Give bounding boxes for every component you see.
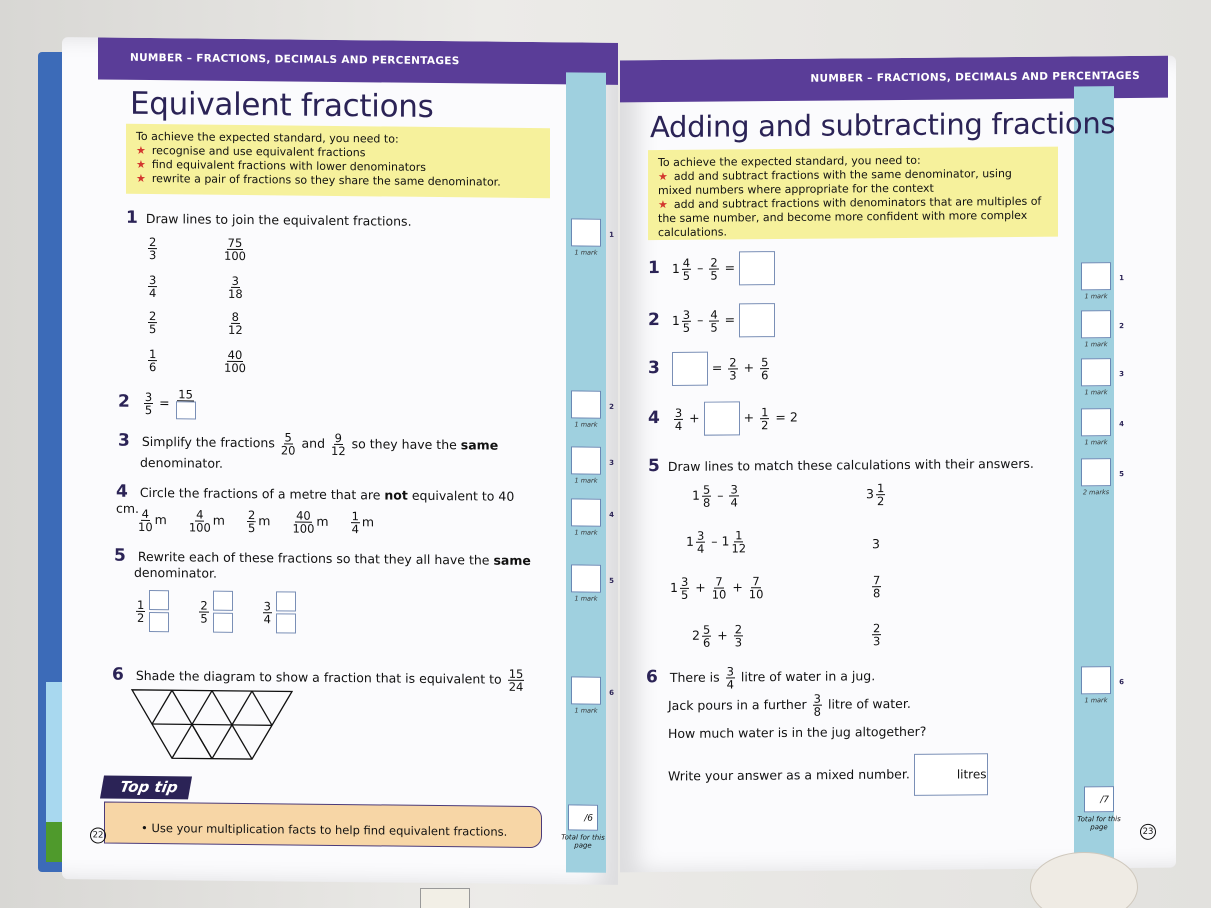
question-4: 4 Circle the fractions of a metre that are not equivalent to 40 cm.	[116, 481, 515, 516]
fraction[interactable]: $\frac{3}{4}$	[149, 272, 157, 301]
option[interactable]: $\frac{4}{10}$ m	[138, 506, 167, 535]
mark-input[interactable]	[1081, 408, 1111, 436]
fraction[interactable]: $\frac{2}{3}$	[149, 234, 157, 263]
mark-box: 1 mark 4	[566, 498, 606, 536]
mark-input[interactable]	[571, 498, 601, 526]
q5-fractions: $\frac{1}{2}$ $\frac{2}{5}$ $\frac{3}{4}$	[134, 590, 354, 634]
q4-options	[136, 508, 476, 537]
question-6: 6 Shade the diagram to show a fraction that is equivalent to $\frac{15}{24}$	[112, 664, 524, 694]
page-total: /7 Total for this page	[1076, 786, 1122, 831]
question-6: 6 There is $\frac{3}{4}$ litre of water in a jug.	[646, 664, 876, 692]
question-2: 2 $\frac{3}{5}$ = 15	[118, 388, 198, 420]
star-icon: ★	[658, 198, 668, 212]
fraction[interactable]: $\frac{75}{100}$	[224, 235, 246, 264]
standard-item: ★ find equivalent fractions with lower denominators	[136, 157, 427, 174]
page-title: Adding and subtracting fractions	[650, 106, 1116, 145]
answer[interactable]: $\frac{7}{8}$	[873, 573, 881, 601]
mark-input[interactable]	[1081, 358, 1111, 386]
mark-box: 1 mark 1	[1076, 262, 1116, 300]
question-number: 6	[646, 667, 658, 688]
page-number: 22	[90, 827, 106, 843]
fraction[interactable]: $\frac{40}{100}$	[224, 347, 246, 376]
standard-intro: To achieve the expected standard, you need to:	[136, 129, 399, 146]
question-4: 4 $\frac{3}{4}$ + + $\frac{1}{2}$ = 2	[648, 401, 798, 436]
page-total: /6 Total for this page	[560, 804, 606, 849]
standard-intro: To achieve the expected standard, you need to:	[658, 153, 921, 170]
star-icon: ★	[136, 171, 146, 185]
question-number: 6	[112, 664, 124, 685]
mark-input[interactable]	[1081, 262, 1111, 290]
option[interactable]: $\frac{40}{100}$ m	[292, 508, 329, 536]
q6-line-4: Write your answer as a mixed number. litres	[668, 753, 1048, 798]
question-1: 1 1 $\frac{4}{5}$ – $\frac{2}{5}$ =	[648, 251, 775, 286]
mark-input[interactable]	[571, 564, 601, 592]
top-tip-label: Top tip	[100, 776, 192, 800]
option[interactable]: $\frac{4}{100}$ m	[188, 507, 225, 535]
mark-input[interactable]	[571, 218, 601, 246]
section-band: NUMBER – FRACTIONS, DECIMALS AND PERCENTAGES	[620, 56, 1168, 103]
total-input[interactable]: /6	[568, 804, 598, 830]
star-icon: ★	[136, 143, 146, 157]
calculation[interactable]: 2 $\frac{5}{6}$ + $\frac{2}{3}$	[692, 622, 743, 650]
numerator-box[interactable]	[276, 591, 296, 611]
question-5: 5 Rewrite each of these fractions so that they all have the same denominator.	[114, 545, 531, 581]
standard-item: ★ recognise and use equivalent fractions	[136, 143, 366, 160]
page-title: Equivalent fractions	[130, 85, 434, 125]
denominator-box[interactable]	[276, 613, 296, 633]
question-number: 1	[126, 207, 138, 228]
mark-box: 1 mark 1	[566, 218, 606, 256]
answer-box[interactable]: litres	[914, 753, 988, 796]
section-band: NUMBER – FRACTIONS, DECIMALS AND PERCENTAGES	[98, 37, 618, 84]
option[interactable]: $\frac{1}{4}$ m	[351, 509, 375, 537]
question-5: 5 Draw lines to match these calculations with their answers.	[648, 455, 1034, 477]
question-2: 2 1 $\frac{3}{5}$ – $\frac{4}{5}$ =	[648, 303, 775, 338]
expected-standard-box	[126, 124, 550, 198]
question-number: 4	[116, 481, 128, 502]
calculation[interactable]: 1 $\frac{5}{8}$ – $\frac{3}{4}$	[692, 482, 738, 510]
mark-box: 1 mark 2	[566, 390, 606, 428]
denominator-box[interactable]	[213, 613, 233, 633]
mark-input[interactable]	[571, 390, 601, 418]
mark-input[interactable]	[571, 676, 601, 704]
answer[interactable]: 3	[872, 536, 880, 552]
answer-box[interactable]	[739, 251, 775, 285]
question-1	[126, 207, 412, 230]
numerator-box[interactable]	[149, 590, 169, 610]
question-number: 4	[648, 407, 660, 428]
fraction[interactable]: $\frac{3}{18}$	[228, 273, 243, 301]
expected-standard-box	[648, 147, 1058, 241]
mark-input[interactable]	[1081, 310, 1111, 338]
top-tip-box: • Use your multiplication facts to help find equivalent fractions.	[104, 802, 542, 849]
answer-box[interactable]	[704, 401, 740, 435]
question-number: 2	[648, 309, 660, 330]
star-icon: ★	[658, 170, 668, 184]
answer-box[interactable]	[176, 401, 196, 419]
ruler	[420, 888, 470, 908]
question-number: 5	[114, 545, 126, 566]
mark-input[interactable]	[1081, 458, 1111, 486]
question-3: 3 = $\frac{2}{3}$ + $\frac{5}{6}$	[648, 351, 771, 386]
answer[interactable]: $\frac{2}{3}$	[873, 621, 881, 649]
calculation[interactable]: 1 $\frac{3}{4}$ – 1 $\frac{1}{12}$	[686, 528, 747, 556]
q1-fraction-columns	[146, 236, 286, 377]
denominator-box[interactable]	[149, 612, 169, 632]
page-number: 23	[1140, 824, 1156, 840]
answer[interactable]: 3 $\frac{1}{2}$	[866, 481, 885, 509]
mark-box: 2 marks 5	[1076, 458, 1116, 496]
right-page	[620, 56, 1176, 873]
standard-item: ★ add and subtract fractions with the same denominator, using mixed numbers where appropriate for the context	[658, 167, 1012, 198]
question-text: Draw lines to join the equivalent fractions.	[145, 210, 412, 229]
mark-box: 1 mark 6	[566, 676, 606, 714]
mark-box: 1 mark 6	[1076, 666, 1116, 704]
mark-box: 1 mark 5	[566, 564, 606, 602]
question-3: 3 Simplify the fractions $\frac{5}{20}$ and $\frac{9}{12}$ so they have the same denominator.	[118, 430, 499, 471]
q6-line-2: Jack pours in a further $\frac{3}{8}$ litre of water.	[668, 691, 911, 719]
numerator-box[interactable]	[213, 591, 233, 611]
mark-input[interactable]	[1081, 666, 1111, 694]
answer-box[interactable]	[739, 303, 775, 337]
mark-box: 1 mark 4	[1076, 408, 1116, 446]
total-input[interactable]: /7	[1084, 786, 1114, 812]
mark-box: 1 mark 2	[1076, 310, 1116, 348]
question-number: 1	[648, 257, 660, 278]
calculation[interactable]: 1 $\frac{3}{5}$ + $\frac{7}{10}$ + $\frac{7}{10}$	[670, 574, 764, 602]
mark-input[interactable]	[571, 446, 601, 474]
question-number: 2	[118, 391, 130, 412]
question-number: 5	[648, 456, 660, 477]
question-number: 3	[118, 430, 130, 451]
mark-box: 1 mark 3	[566, 446, 606, 484]
answer-box[interactable]	[672, 352, 708, 386]
left-page	[62, 37, 618, 885]
triangle-diagram[interactable]	[130, 688, 294, 762]
standard-item: ★ rewrite a pair of fractions so they share the same denominator.	[136, 171, 501, 189]
star-icon: ★	[136, 157, 146, 171]
q6-line-3: How much water is in the jug altogether?	[668, 723, 927, 742]
option[interactable]: $\frac{2}{5}$ m	[247, 508, 271, 536]
standard-item: ★ add and subtract fractions with denominators that are multiples of the same number, and become more confident with more complex calculations.	[658, 194, 1042, 240]
mark-box: 1 mark 3	[1076, 358, 1116, 396]
q5-matching	[670, 481, 1050, 660]
fraction[interactable]: $\frac{1}{6}$	[149, 346, 157, 375]
fraction[interactable]: $\frac{2}{5}$	[149, 308, 157, 337]
fraction[interactable]: $\frac{8}{12}$	[228, 309, 243, 337]
question-number: 3	[648, 357, 660, 378]
